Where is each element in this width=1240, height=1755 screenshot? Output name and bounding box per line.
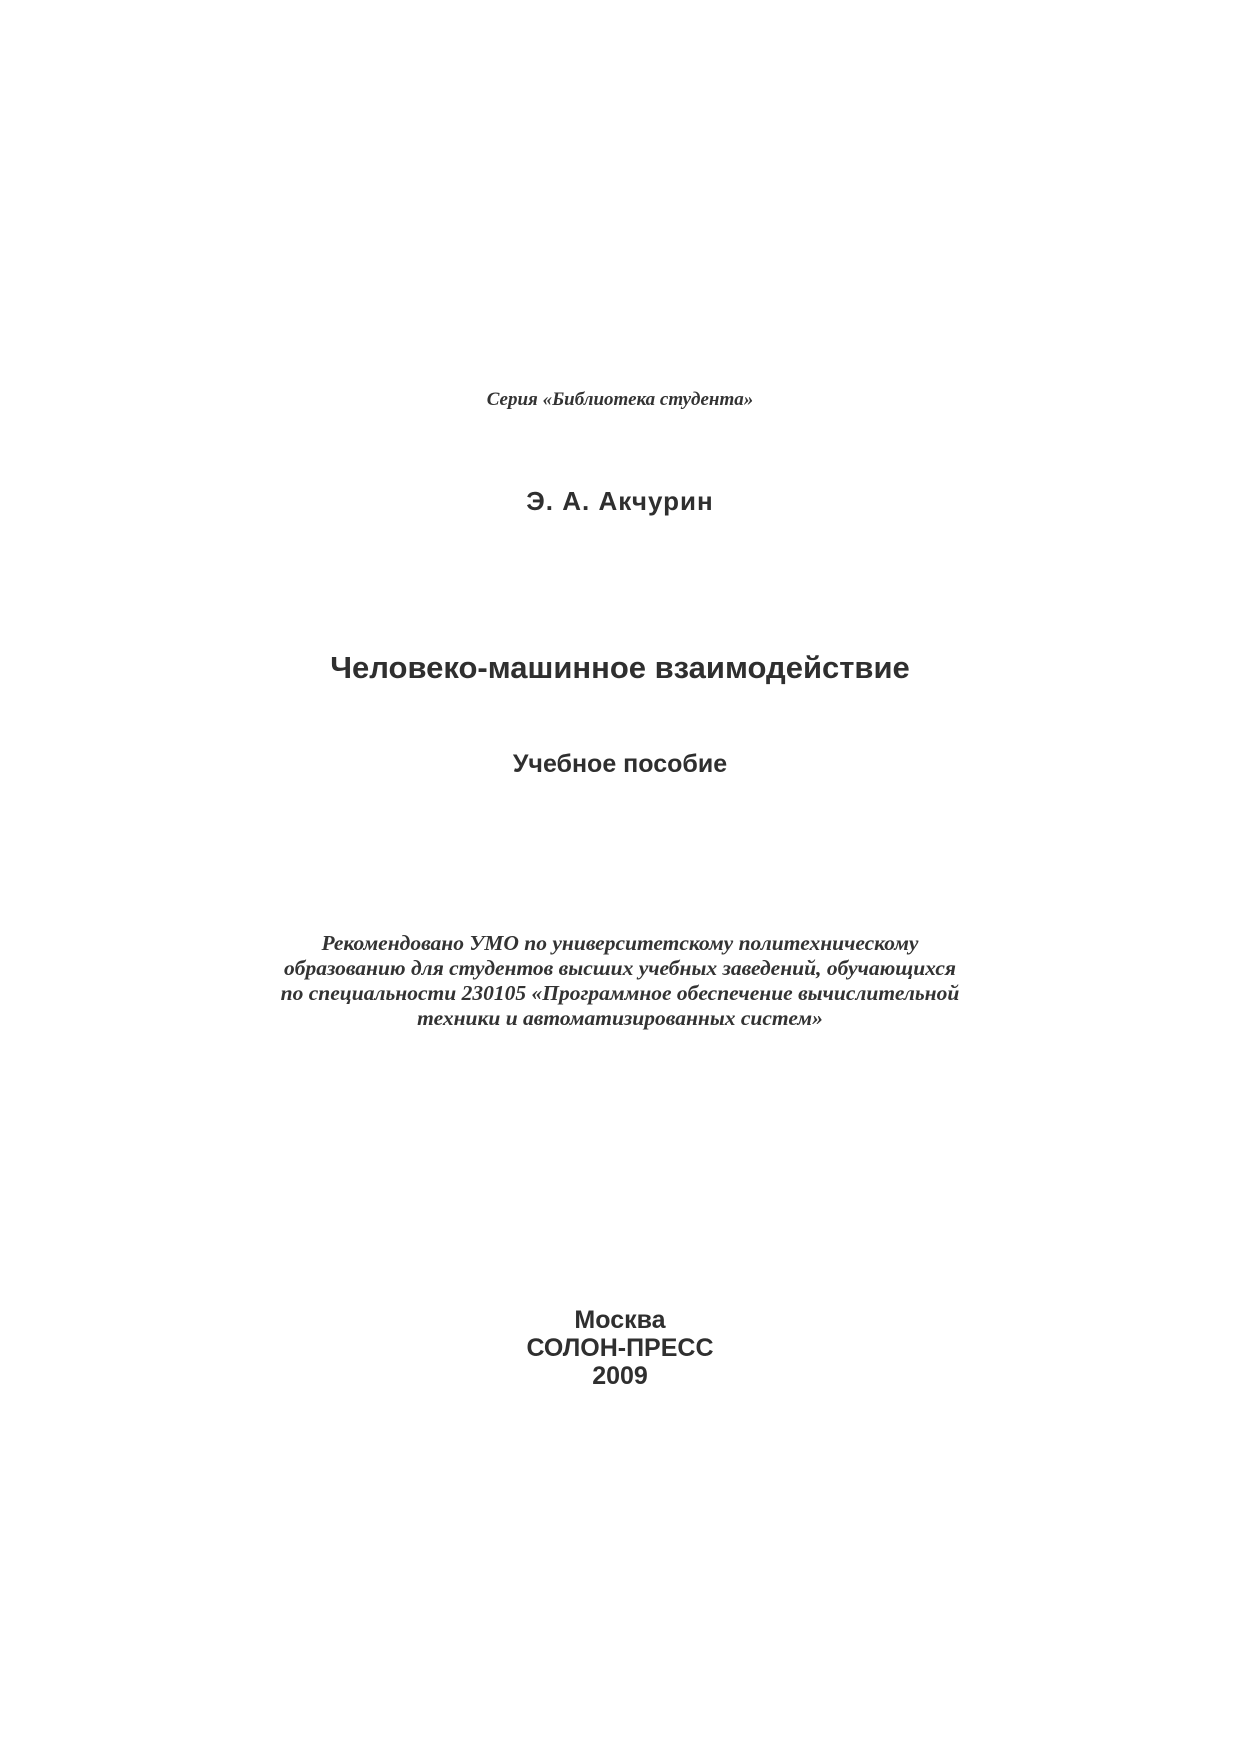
recommendation-line: техники и автоматизированных систем» [417,1006,823,1030]
recommendation-note [0,931,1240,1031]
recommendation-line: образованию для студентов высших учебных заведений, обучающихся [283,956,956,980]
imprint-year: 2009 [592,1362,648,1390]
recommendation-line: по специальности 230105 «Программное обеспечение вычислительной [280,981,960,1005]
series-label: Серия «Библиотека студента» [486,389,754,410]
imprint [0,1306,1240,1390]
recommendation-line: Рекомендовано УМО по университетскому политехническому [321,931,919,955]
book-subtitle: Учебное пособие [512,750,728,778]
author-name: Э. А. Акчурин [526,486,714,516]
book-title: Человеко-машинное взаимодействие [330,650,910,685]
imprint-publisher: СОЛОН-ПРЕСС [526,1334,714,1362]
imprint-city: Москва [574,1306,666,1334]
